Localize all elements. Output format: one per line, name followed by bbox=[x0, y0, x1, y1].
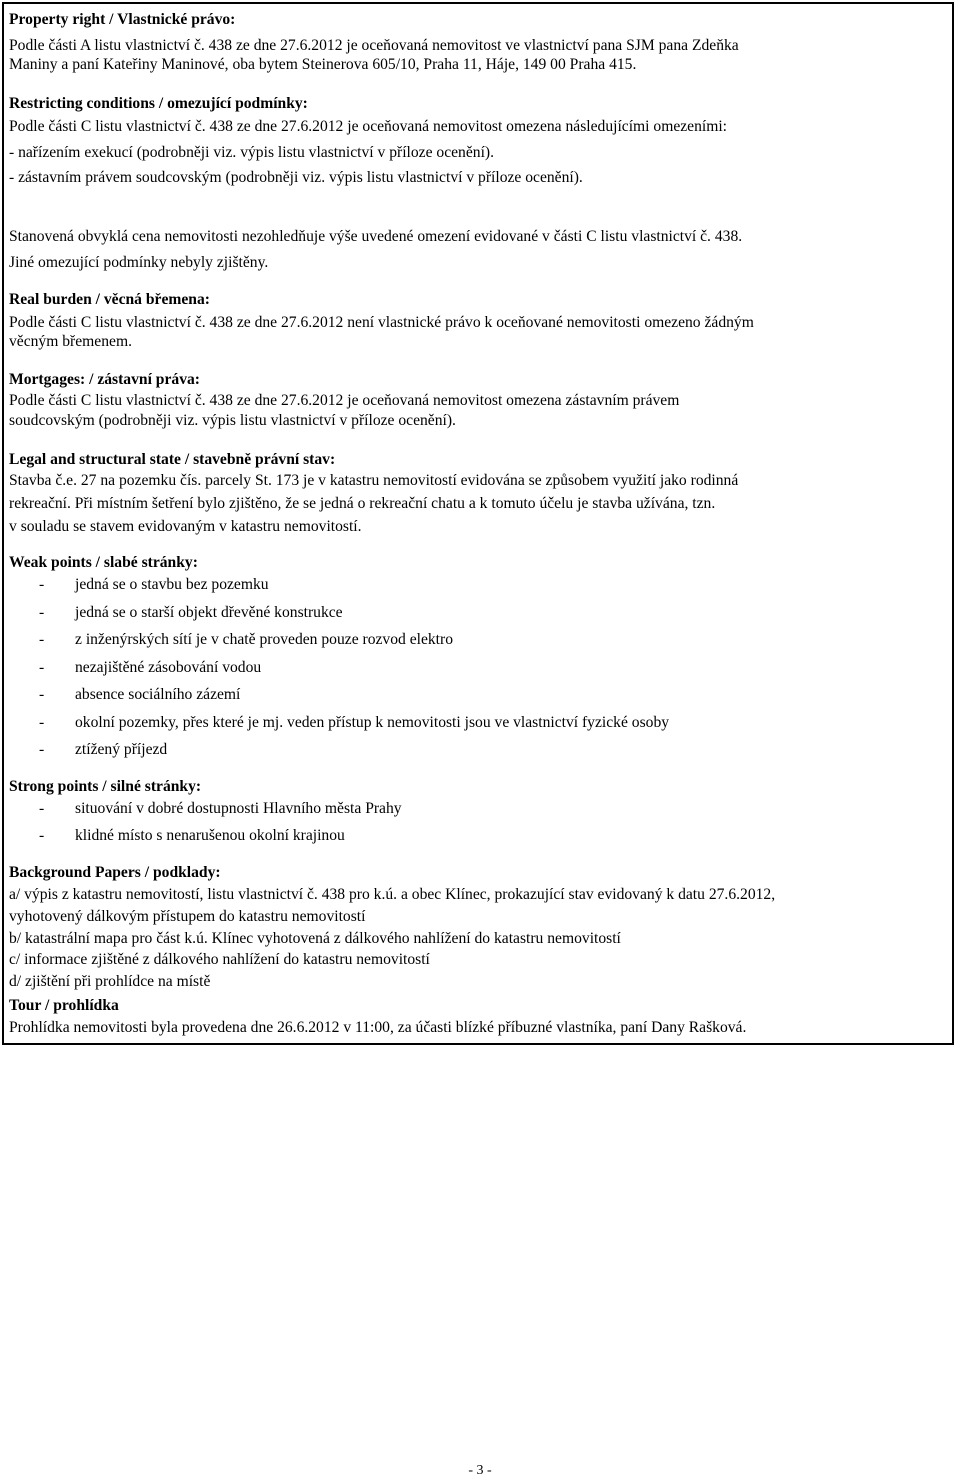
strong-point-text: situování v dobré dostupnosti Hlavního města Prahy bbox=[75, 800, 402, 817]
background-papers-line-3: b/ katastrální mapa pro část k.ú. Klínec vyhotovená z dálkového nahlížení do katastru nemovitostí bbox=[9, 930, 621, 947]
list-dash: - bbox=[39, 714, 45, 731]
background-papers-line-1: a/ výpis z katastru nemovitostí, listu vlastnictví č. 438 pro k.ú. a obec Klínec, prokazující stav evidovaný k datu 27.6.2012, bbox=[9, 886, 776, 903]
property-right-line-1: Podle části A listu vlastnictví č. 438 ze dne 27.6.2012 je oceňovaná nemovitost ve vlastnictví pana SJM pana Zdeňka bbox=[9, 37, 739, 54]
strong-point-text: klidné místo s nenarušenou okolní krajinou bbox=[75, 827, 345, 844]
page-number: - 3 - bbox=[468, 1463, 492, 1478]
list-dash: - bbox=[39, 686, 45, 703]
mortgages-line-1: Podle části C listu vlastnictví č. 438 ze dne 27.6.2012 je oceňovaná nemovitost omezena zástavním právem bbox=[9, 392, 680, 409]
strong-point-item bbox=[39, 827, 345, 845]
strong-point-item bbox=[39, 800, 402, 818]
real-burden-line-2: věcným břemenem. bbox=[9, 333, 132, 350]
restricting-line-2: - nařízením exekucí (podrobněji viz. výpis listu vlastnictví v příloze ocenění). bbox=[9, 144, 494, 161]
list-dash: - bbox=[39, 604, 45, 621]
real-burden-line-1: Podle části C listu vlastnictví č. 438 ze dne 27.6.2012 není vlastnické právo k oceňované nemovitosti omezeno žádným bbox=[9, 314, 754, 331]
legal-state-line-1: Stavba č.e. 27 na pozemku čís. parcely St. 173 je v katastru nemovitostí evidována se způsobem využití jako rodinná bbox=[9, 472, 739, 489]
weak-point-item bbox=[39, 604, 343, 622]
weak-point-item bbox=[39, 741, 167, 759]
list-dash: - bbox=[39, 800, 45, 817]
weak-point-item bbox=[39, 576, 269, 594]
legal-state-line-2: rekreační. Při místním šetření bylo zjištěno, že se jedná o rekreační chatu a k tomuto účelu je stavba užívána, tzn. bbox=[9, 495, 716, 512]
background-papers-line-2: vyhotovený dálkovým přístupem do katastru nemovitostí bbox=[9, 908, 366, 925]
weak-point-text: nezajištěné zásobování vodou bbox=[75, 659, 262, 676]
list-dash: - bbox=[39, 631, 45, 648]
weak-point-item bbox=[39, 659, 261, 677]
restricting-note-1: Stanovená obvyklá cena nemovitosti nezohledňuje výše uvedené omezení evidované v části C listu vlastnictví č. 438. bbox=[9, 228, 743, 245]
list-dash: - bbox=[39, 741, 45, 758]
real-burden-heading: Real burden / věcná břemena: bbox=[9, 291, 210, 308]
weak-point-text: z inženýrských sítí je v chatě proveden pouze rozvod elektro bbox=[75, 631, 454, 648]
mortgages-line-2: soudcovským (podrobněji viz. výpis listu vlastnictví v příloze ocenění). bbox=[9, 412, 456, 429]
weak-point-item bbox=[39, 631, 453, 649]
restricting-line-3: - zástavním právem soudcovským (podrobněji viz. výpis listu vlastnictví v příloze ocenění). bbox=[9, 169, 583, 186]
mortgages-heading: Mortgages: / zástavní práva: bbox=[9, 371, 200, 388]
weak-points-heading: Weak points / slabé stránky: bbox=[9, 554, 198, 571]
list-dash: - bbox=[39, 827, 45, 844]
weak-point-item bbox=[39, 714, 669, 732]
weak-point-text: jedná se o starší objekt dřevěné konstrukce bbox=[75, 604, 343, 621]
legal-state-heading: Legal and structural state / stavebně právní stav: bbox=[9, 451, 336, 468]
restricting-line-1: Podle části C listu vlastnictví č. 438 ze dne 27.6.2012 je oceňovaná nemovitost omezena následujícími omezeními: bbox=[9, 118, 728, 135]
background-papers-heading: Background Papers / podklady: bbox=[9, 864, 221, 881]
weak-point-text: okolní pozemky, přes které je mj. veden přístup k nemovitosti jsou ve vlastnictví fyzické osoby bbox=[75, 714, 670, 731]
weak-point-item bbox=[39, 686, 240, 704]
background-papers-line-5: d/ zjištění při prohlídce na místě bbox=[9, 973, 211, 990]
list-dash: - bbox=[39, 659, 45, 676]
restricting-heading: Restricting conditions / omezující podmínky: bbox=[9, 95, 308, 112]
weak-point-text: absence sociálního zázemí bbox=[75, 686, 241, 703]
legal-state-line-3: v souladu se stavem evidovaným v katastru nemovitostí. bbox=[9, 518, 362, 535]
weak-point-text: ztížený příjezd bbox=[75, 741, 168, 758]
property-right-line-2: Maniny a paní Kateřiny Maninové, oba bytem Steinerova 605/10, Praha 11, Háje, 149 00 Praha 415. bbox=[9, 56, 637, 73]
property-right-heading: Property right / Vlastnické právo: bbox=[9, 11, 236, 28]
tour-line-1: Prohlídka nemovitosti byla provedena dne 26.6.2012 v 11:00, za účasti blízké příbuzné vlastníka, paní Dany Rašková. bbox=[9, 1019, 747, 1036]
restricting-note-2: Jiné omezující podmínky nebyly zjištěny. bbox=[9, 254, 269, 271]
tour-heading: Tour / prohlídka bbox=[9, 997, 119, 1014]
strong-points-heading: Strong points / silné stránky: bbox=[9, 778, 202, 795]
weak-point-text: jedná se o stavbu bez pozemku bbox=[75, 576, 269, 593]
list-dash: - bbox=[39, 576, 45, 593]
background-papers-line-4: c/ informace zjištěné z dálkového nahlížení do katastru nemovitostí bbox=[9, 951, 430, 968]
